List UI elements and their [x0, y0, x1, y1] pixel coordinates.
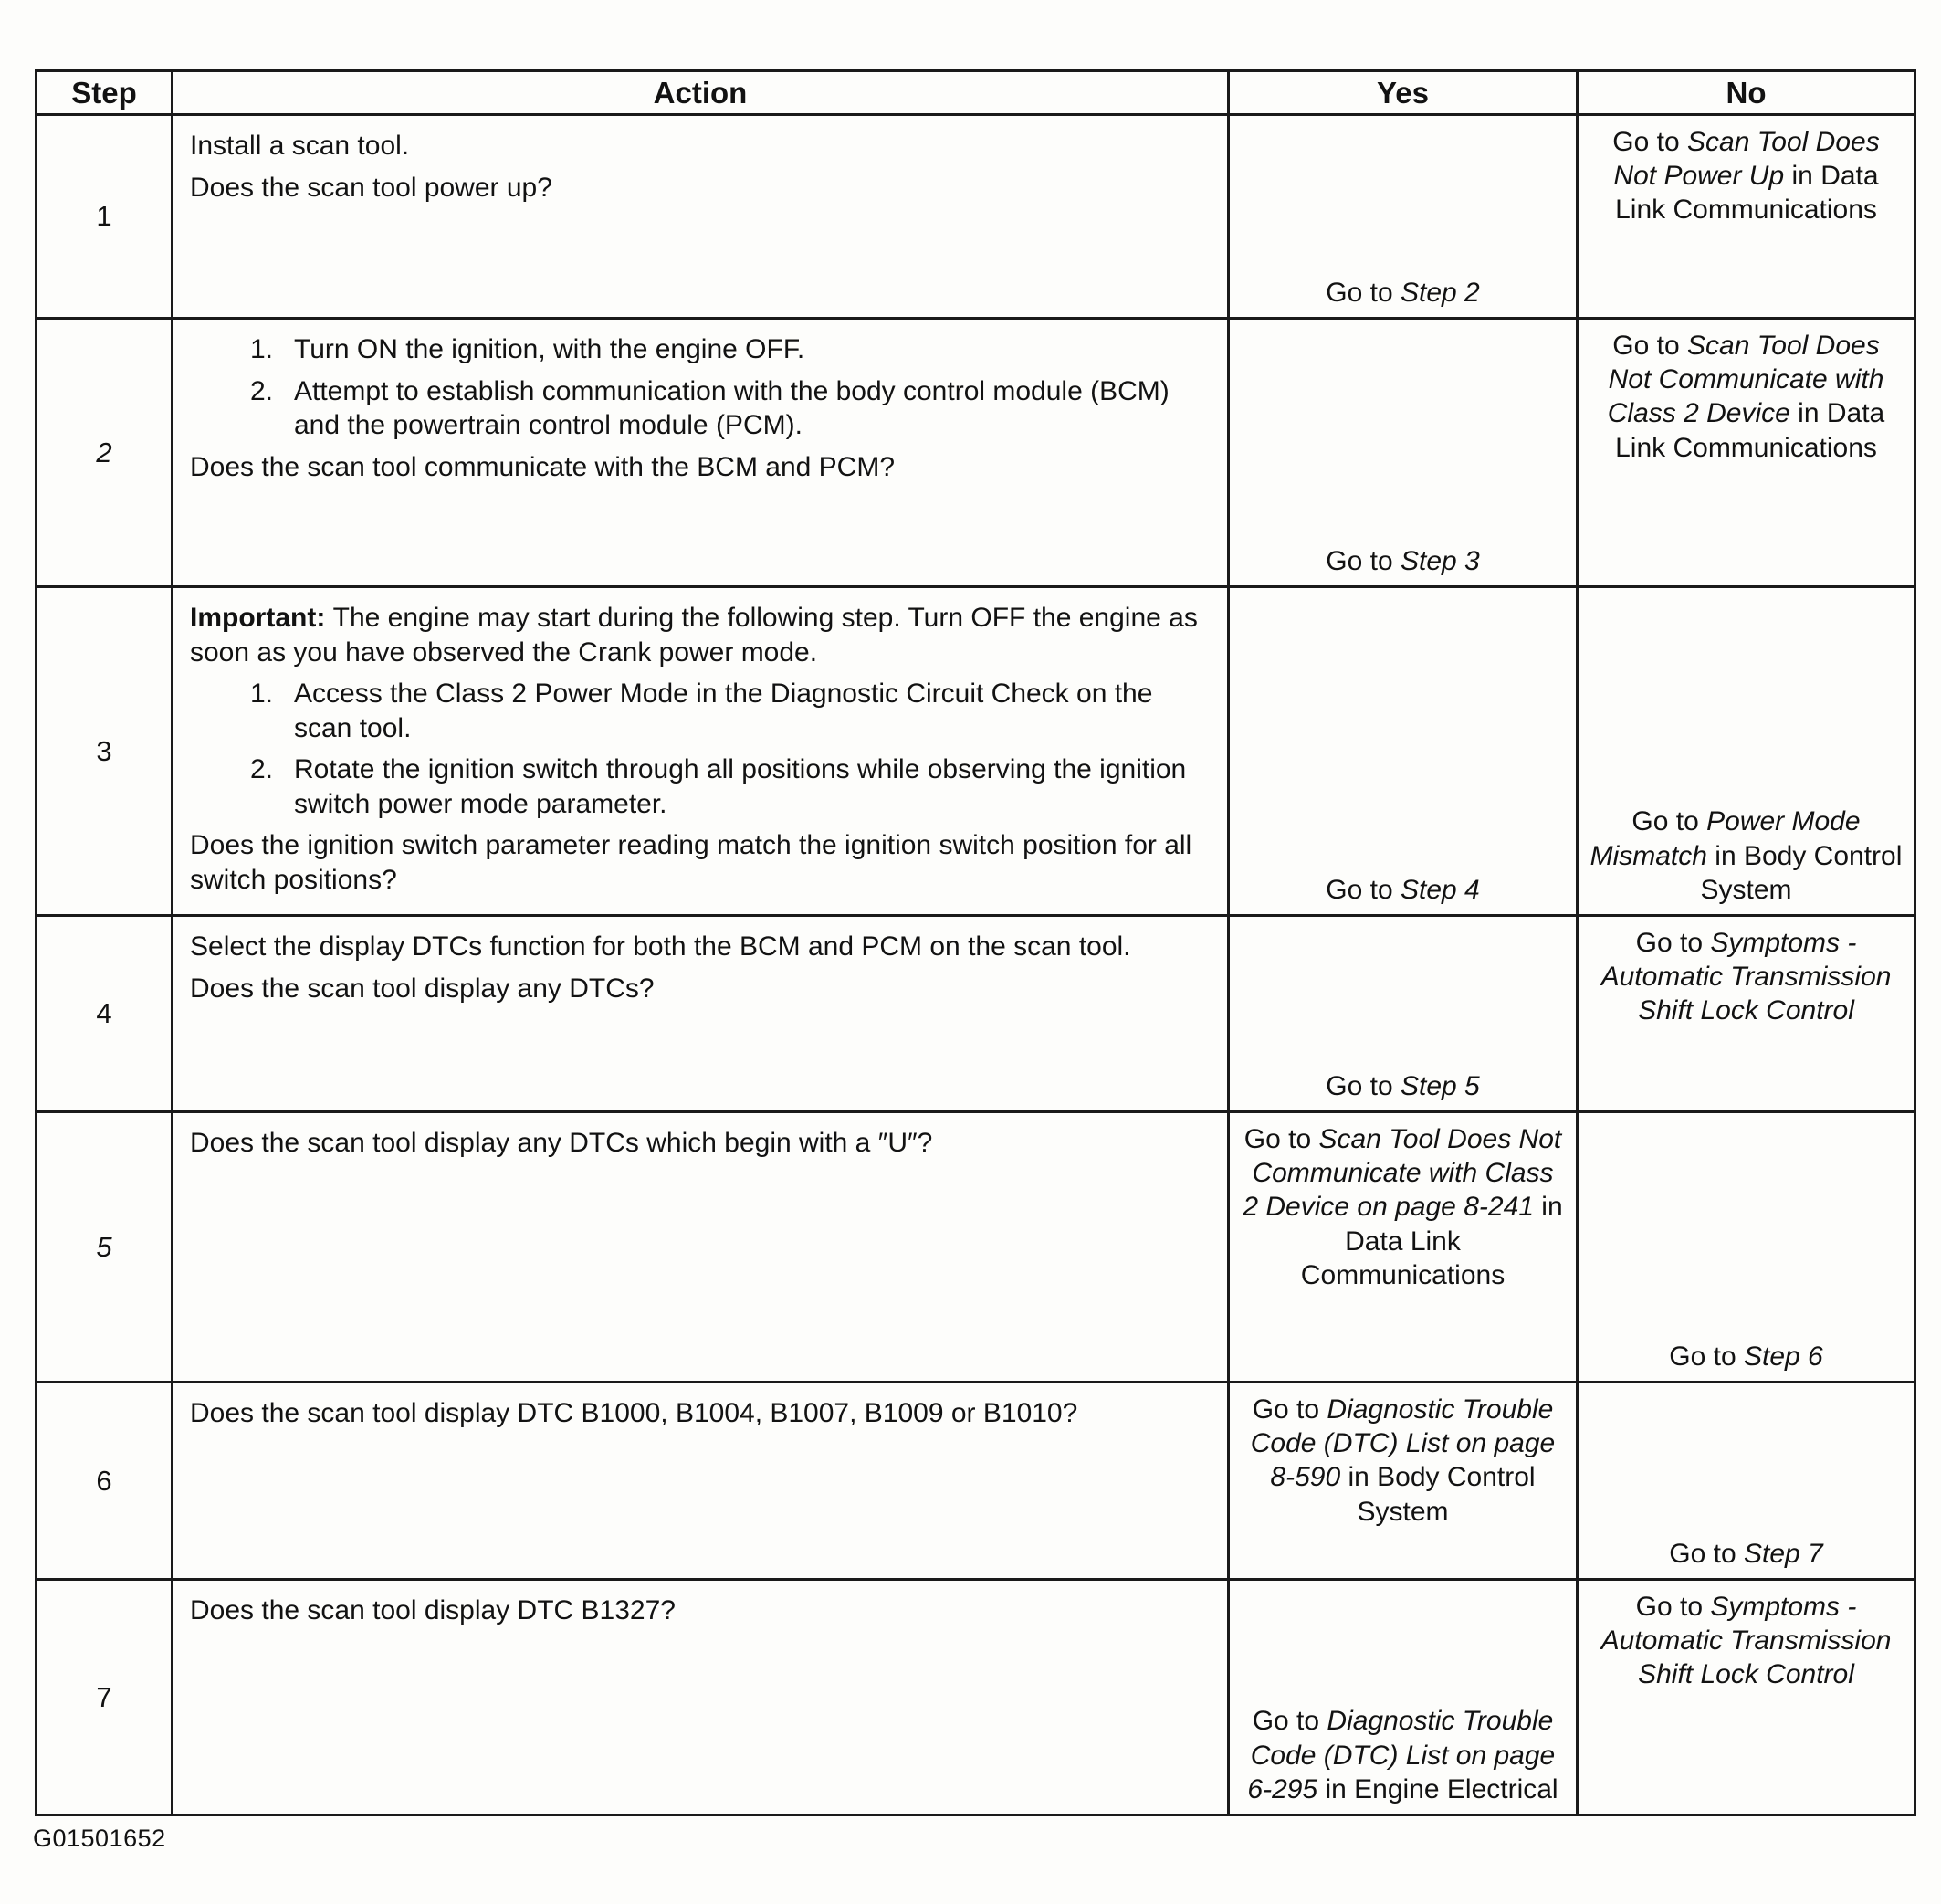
yes-text	[1241, 1122, 1565, 1292]
table-row	[37, 587, 1915, 916]
yes-text	[1241, 1069, 1565, 1103]
text-segment: Go to	[1612, 127, 1687, 157]
no-text	[1590, 1590, 1903, 1692]
list-text	[294, 374, 1212, 443]
action-cell	[173, 1383, 1229, 1580]
text-segment: Go to	[1326, 1070, 1401, 1101]
yes-cell-content	[1230, 1581, 1576, 1814]
text-segment: Step 2	[1400, 277, 1480, 308]
yes-text	[1241, 276, 1565, 310]
text-segment: Go to	[1252, 1706, 1327, 1737]
action-cell	[173, 1112, 1229, 1383]
diagnostic-table	[35, 69, 1916, 1816]
col-header-no: No	[1578, 71, 1915, 115]
step-number: 2	[96, 436, 112, 468]
no-text	[1590, 926, 1903, 1028]
yes-cell-content	[1230, 588, 1576, 914]
no-cell	[1578, 916, 1915, 1112]
no-cell	[1578, 1383, 1915, 1580]
no-cell-content	[1579, 1113, 1914, 1381]
list-number: 2.	[250, 375, 274, 406]
no-text	[1590, 125, 1903, 227]
text-segment: Turn ON the ignition, with the engine OFF.	[294, 334, 805, 364]
no-cell	[1578, 587, 1915, 916]
no-cell-content	[1579, 320, 1914, 585]
yes-text	[1241, 1393, 1565, 1529]
text-segment: Does the scan tool display DTC B1327?	[190, 1595, 676, 1625]
step-cell	[37, 1383, 173, 1580]
text-segment: Symptoms - Automatic Transmission Shift Lock Control	[1600, 928, 1892, 1026]
text-segment: Go to	[1635, 1592, 1711, 1622]
text-segment: Go to	[1669, 1341, 1744, 1372]
list-number: 1.	[250, 678, 274, 709]
yes-cell	[1229, 115, 1578, 319]
col-header-step: Step	[37, 71, 173, 115]
text-segment: Go to	[1326, 277, 1401, 308]
table-row	[37, 1112, 1915, 1383]
text-segment: in Data Link Communications	[1300, 1192, 1563, 1290]
action-paragraph	[190, 930, 1212, 964]
action-paragraph	[190, 171, 1212, 205]
text-segment: Step 5	[1400, 1070, 1480, 1101]
action-paragraph	[190, 450, 1212, 485]
step-number: 6	[96, 1464, 112, 1497]
no-text	[1590, 805, 1903, 907]
yes-text	[1241, 544, 1565, 578]
header-row	[37, 71, 1915, 115]
action-paragraph	[190, 1396, 1212, 1431]
text-segment: Attempt to establish communication with the body control module (BCM) and the powertrain control module (PCM).	[294, 375, 1170, 440]
list-text	[294, 752, 1212, 821]
text-segment: in Body Control System	[1700, 840, 1903, 905]
text-segment: Go to	[1326, 545, 1401, 576]
action-cell	[173, 587, 1229, 916]
action-cell	[173, 115, 1229, 319]
table-row	[37, 319, 1915, 587]
step-number: 3	[96, 734, 112, 767]
text-segment: Install a scan tool.	[190, 131, 410, 161]
text-segment: Go to	[1326, 874, 1401, 905]
yes-cell-content	[1230, 917, 1576, 1110]
list-text	[294, 677, 1212, 745]
yes-cell	[1229, 1580, 1578, 1815]
text-segment: Diagnostic Trouble Code (DTC) List on page 6-295	[1247, 1706, 1556, 1804]
text-segment: Step 4	[1400, 874, 1480, 905]
step-number: 1	[96, 200, 112, 232]
table-row	[37, 115, 1915, 319]
text-segment: Step 6	[1743, 1341, 1823, 1372]
no-cell-content	[1579, 917, 1914, 1110]
step-cell	[37, 319, 173, 587]
no-cell	[1578, 319, 1915, 587]
text-segment: Diagnostic Trouble Code (DTC) List on page 8-590	[1250, 1394, 1556, 1493]
yes-text	[1241, 1704, 1565, 1806]
table-row	[37, 916, 1915, 1112]
text-segment: Scan Tool Does Not Communicate with Class 2 Device	[1607, 331, 1884, 429]
yes-cell	[1229, 1112, 1578, 1383]
step-cell	[37, 115, 173, 319]
action-list-item	[250, 677, 1212, 745]
table-row	[37, 1580, 1915, 1815]
no-cell	[1578, 1112, 1915, 1383]
col-header-yes: Yes	[1229, 71, 1578, 115]
list-text	[294, 332, 1212, 367]
text-segment: Does the scan tool communicate with the BCM and PCM?	[190, 451, 896, 482]
no-cell-content	[1579, 588, 1914, 914]
action-list-item	[250, 752, 1212, 821]
action-paragraph	[190, 972, 1212, 1006]
text-segment: Does the scan tool display DTC B1000, B1004, B1007, B1009 or B1010?	[190, 1398, 1078, 1428]
text-segment: Select the display DTCs function for both the BCM and PCM on the scan tool.	[190, 931, 1131, 962]
figure-id: G01501652	[33, 1825, 166, 1852]
step-cell	[37, 1580, 173, 1815]
no-cell	[1578, 1580, 1915, 1815]
text-segment: The engine may start during the following step. Turn OFF the engine as soon as you have observed the Crank power mode.	[190, 603, 1198, 668]
step-cell	[37, 587, 173, 916]
no-cell-content	[1579, 1581, 1914, 1814]
action-cell	[173, 319, 1229, 587]
text-segment: Go to	[1243, 1124, 1319, 1154]
text-segment: Go to	[1252, 1394, 1327, 1425]
text-segment: Important:	[190, 603, 333, 633]
text-segment: in Body Control System	[1340, 1462, 1536, 1527]
text-segment: Go to	[1631, 806, 1707, 837]
no-cell	[1578, 115, 1915, 319]
step-number: 4	[96, 997, 112, 1029]
action-paragraph	[190, 129, 1212, 163]
yes-cell	[1229, 1383, 1578, 1580]
action-list-item	[250, 332, 1212, 367]
text-segment: Scan Tool Does Not Communicate with Class 2 Device on page 8-241	[1243, 1124, 1562, 1223]
yes-cell	[1229, 916, 1578, 1112]
text-segment: Power Mode Mismatch	[1590, 806, 1861, 871]
text-segment: Does the ignition switch parameter reading match the ignition switch position for all switch positions?	[190, 830, 1192, 895]
action-paragraph	[190, 1126, 1212, 1161]
text-segment: in Data Link Communications	[1615, 161, 1879, 226]
action-list-item	[250, 374, 1212, 443]
no-cell-content	[1579, 1383, 1914, 1578]
text-segment: Does the scan tool display any DTCs which begin with a ″U″?	[190, 1128, 933, 1158]
col-header-action: Action	[173, 71, 1229, 115]
text-segment: Scan Tool Does Not Power Up	[1613, 127, 1880, 192]
text-segment: in Engine Electrical	[1317, 1773, 1558, 1804]
no-text	[1590, 329, 1903, 465]
step-number: 5	[96, 1230, 112, 1263]
action-paragraph	[190, 601, 1212, 669]
text-segment: Rotate the ignition switch through all positions while observing the ignition switch power mode parameter.	[294, 754, 1187, 819]
list-number: 2.	[250, 754, 274, 784]
text-segment: Does the scan tool power up?	[190, 172, 552, 203]
step-cell	[37, 1112, 173, 1383]
yes-cell-content	[1230, 116, 1576, 317]
text-segment: Go to	[1635, 928, 1711, 958]
list-number: 1.	[250, 334, 274, 364]
table-row	[37, 1383, 1915, 1580]
yes-cell-content	[1230, 1113, 1576, 1381]
text-segment: Access the Class 2 Power Mode in the Diagnostic Circuit Check on the scan tool.	[294, 678, 1153, 743]
action-cell	[173, 916, 1229, 1112]
yes-cell	[1229, 319, 1578, 587]
text-segment: in Data Link Communications	[1615, 398, 1885, 463]
text-segment: Step 3	[1400, 545, 1480, 576]
yes-cell-content	[1230, 320, 1576, 585]
no-cell-content	[1579, 116, 1914, 317]
step-number: 7	[96, 1680, 112, 1713]
text-segment: Go to	[1669, 1538, 1744, 1569]
text-segment: Step 7	[1743, 1538, 1823, 1569]
no-text	[1590, 1340, 1903, 1373]
text-segment: Go to	[1612, 331, 1687, 361]
text-segment: Does the scan tool display any DTCs?	[190, 973, 655, 1004]
yes-text	[1241, 873, 1565, 907]
text-segment: Symptoms - Automatic Transmission Shift Lock Control	[1600, 1592, 1892, 1690]
action-cell	[173, 1580, 1229, 1815]
no-text	[1590, 1537, 1903, 1571]
action-paragraph	[190, 828, 1212, 897]
yes-cell-content	[1230, 1383, 1576, 1578]
action-paragraph	[190, 1594, 1212, 1628]
yes-cell	[1229, 587, 1578, 916]
step-cell	[37, 916, 173, 1112]
